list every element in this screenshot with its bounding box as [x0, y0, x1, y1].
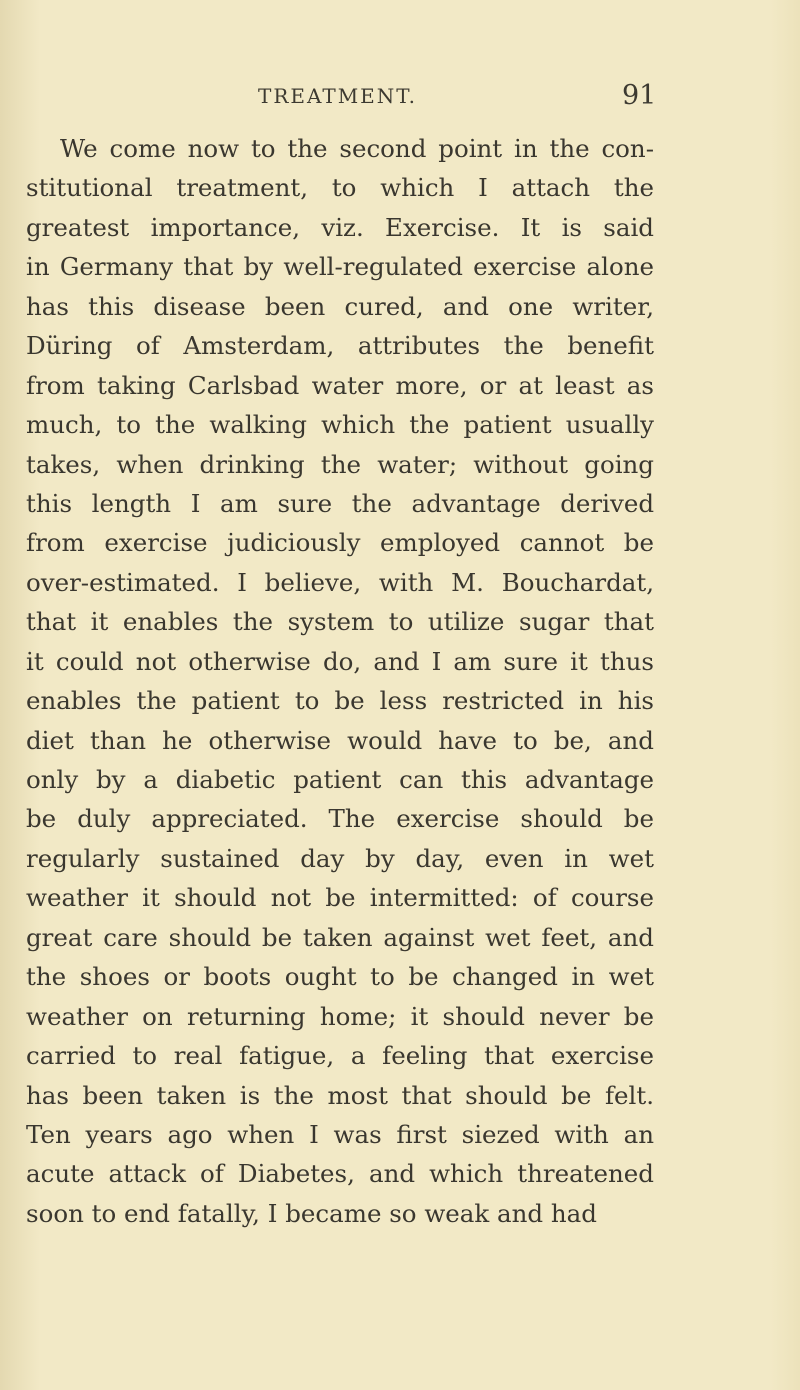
text-line: diet than he otherwise would have to be, and — [26, 725, 654, 755]
text-line: Düring of Amsterdam, attributes the benefit — [26, 331, 654, 361]
text-line: only by a diabetic patient can this advantage — [26, 765, 654, 794]
text-line: takes, when drinking the water; without going — [26, 449, 654, 479]
text-line: weather on returning home; it should never be — [26, 1001, 654, 1031]
text-line: regularly sustained day by day, even in wet — [26, 843, 654, 873]
text-line: this length I am sure the advantage derived — [26, 488, 654, 518]
chapter-title: TREATMENT. — [258, 84, 418, 108]
text-line: over-estimated. I believe, with M. Bouchardat, — [26, 567, 654, 597]
text-line: be duly appreciated. The exercise should be — [26, 804, 654, 834]
text-line: from taking Carlsbad water more, or at least as — [26, 370, 654, 400]
text-line: great care should be taken against wet feet, and — [26, 922, 654, 952]
text-line: acute attack of Diabetes, and which threatened — [26, 1159, 654, 1189]
text-line: it could not otherwise do, and I am sure it thus — [26, 646, 654, 676]
text-line: enables the patient to be less restricted in his — [26, 686, 654, 716]
text-line: We come now to the second point in the con- — [60, 134, 654, 163]
text-line: in Germany that by well-regulated exercise alone — [26, 252, 654, 282]
text-line: the shoes or boots ought to be changed in wet — [26, 962, 654, 992]
text-line: weather it should not be intermitted: of course — [26, 883, 654, 913]
text-line: that it enables the system to utilize sugar that — [26, 607, 654, 637]
text-line: stitutional treatment, to which I attach the — [26, 173, 654, 203]
text-line: Ten years ago when I was first siezed with an — [26, 1119, 654, 1149]
text-line: has been taken is the most that should be felt. — [26, 1080, 654, 1110]
text-line: greatest importance, viz. Exercise. It is said — [26, 212, 654, 242]
text-line: much, to the walking which the patient usually — [26, 410, 654, 440]
text-line: soon to end fatally, I became so weak and had — [26, 1198, 597, 1228]
text-line: carried to real fatigue, a feeling that exercise — [26, 1041, 654, 1071]
body-text — [26, 129, 654, 1233]
text-line: from exercise judiciously employed cannot be — [26, 528, 654, 558]
text-line: has this disease been cured, and one writer, — [26, 291, 654, 321]
running-head — [0, 80, 800, 116]
page-number: 91 — [622, 80, 657, 111]
